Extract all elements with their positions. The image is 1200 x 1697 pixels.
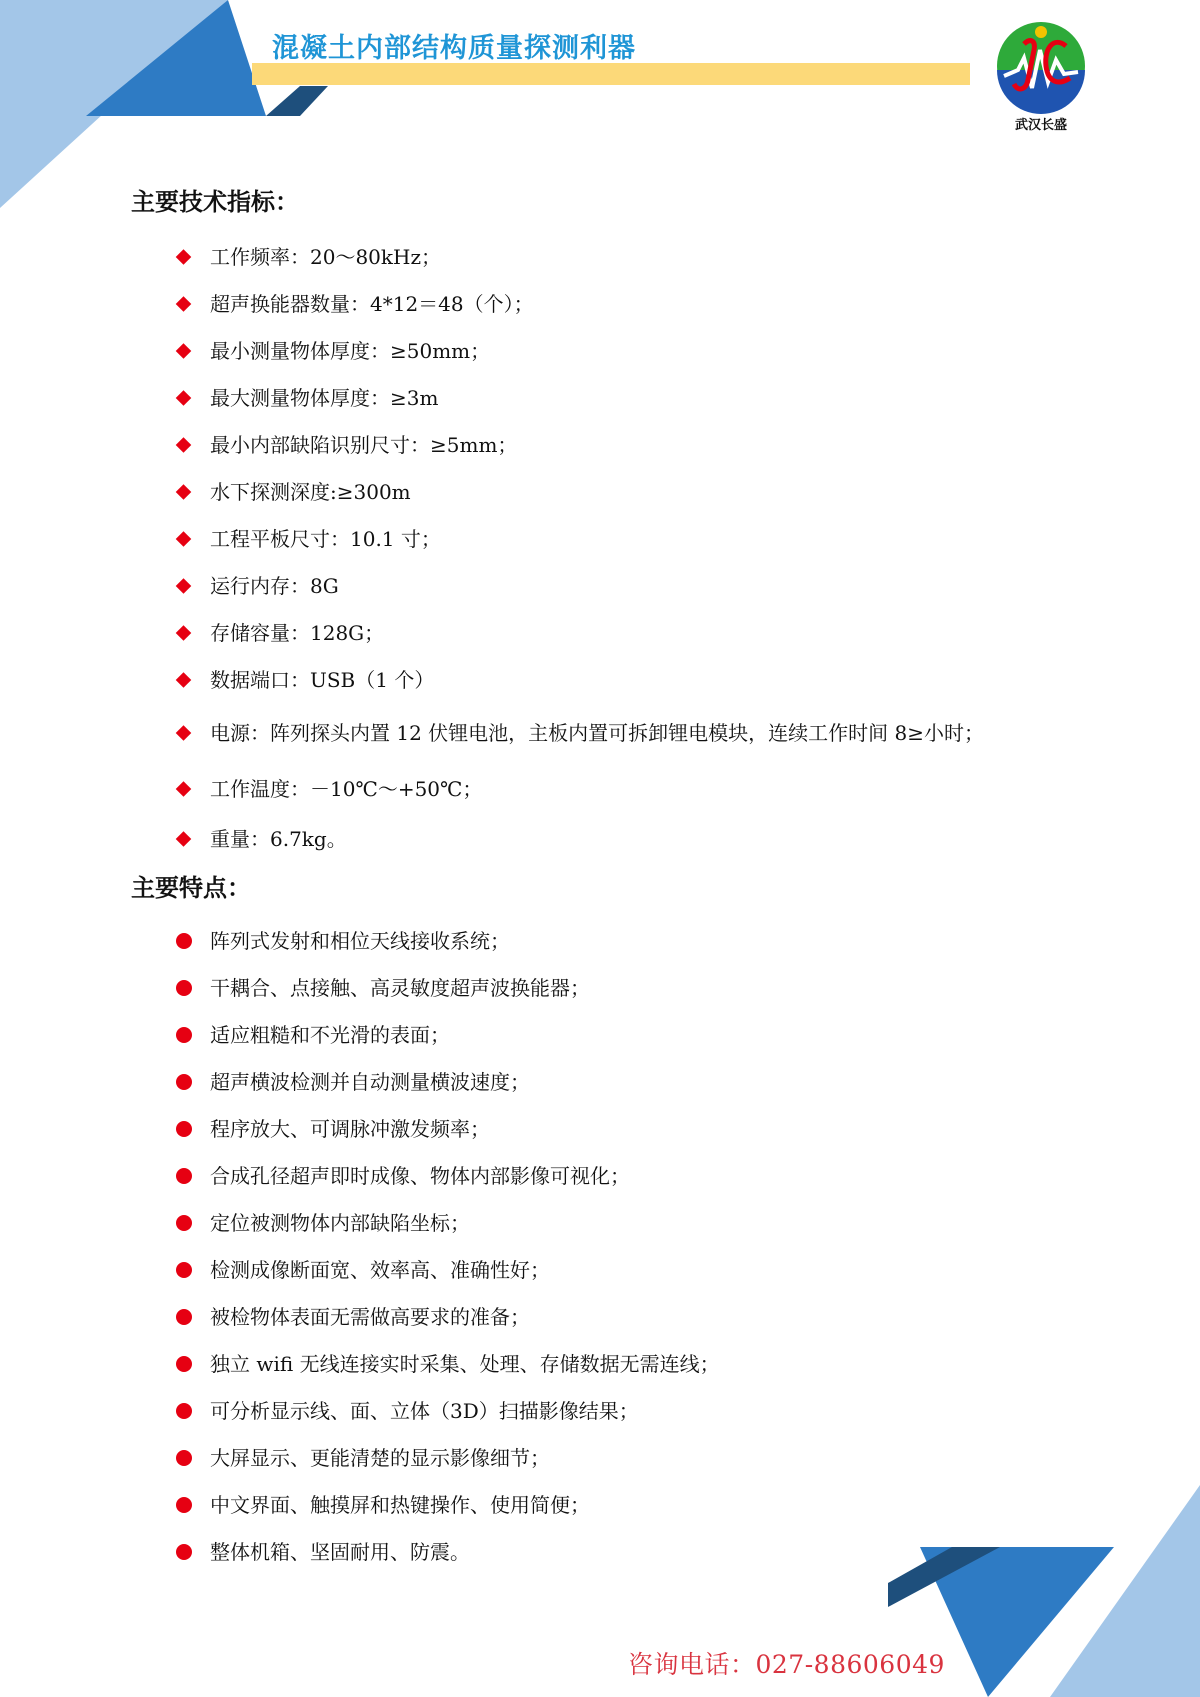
spec-item-memory: 运行内存：8G (176, 562, 984, 609)
specs-heading: 主要技术指标： (131, 188, 299, 216)
red-dot-icon (176, 1403, 192, 1419)
feature-item: 中文界面、触摸屏和热键操作、使用简便； (176, 1481, 720, 1528)
red-dot-icon (176, 1027, 192, 1043)
features-list (176, 917, 720, 1575)
features-heading: 主要特点： (131, 874, 251, 902)
feature-item: 大屏显示、更能清楚的显示影像细节； (176, 1434, 720, 1481)
footer-contact-phone: 咨询电话：027-88606049 (628, 1650, 945, 1679)
feature-item: 超声横波检测并自动测量横波速度； (176, 1058, 720, 1105)
specs-list (176, 233, 984, 862)
feature-item: 适应粗糙和不光滑的表面； (176, 1011, 720, 1058)
spec-item-data-port: 数据端口：USB（1 个） (176, 656, 984, 703)
red-dot-icon (176, 1215, 192, 1231)
red-dot-icon (176, 1497, 192, 1513)
feature-item: 独立 wifi 无线连接实时采集、处理、存储数据无需连线； (176, 1340, 720, 1387)
red-dot-icon (176, 1168, 192, 1184)
red-dot-icon (176, 933, 192, 949)
red-dot-icon (176, 980, 192, 996)
feature-item: 干耦合、点接触、高灵敏度超声波换能器； (176, 964, 720, 1011)
feature-item: 阵列式发射和相位天线接收系统； (176, 917, 720, 964)
feature-item: 程序放大、可调脉冲激发频率； (176, 1105, 720, 1152)
red-dot-icon (176, 1309, 192, 1325)
red-dot-icon (176, 1356, 192, 1372)
feature-item: 可分析显示线、面、立体（3D）扫描影像结果； (176, 1387, 720, 1434)
corner-dark-triangle (266, 86, 328, 116)
spec-item-tablet-size: 工程平板尺寸：10.1 寸； (176, 515, 984, 562)
red-dot-icon (176, 1262, 192, 1278)
feature-item: 被检物体表面无需做高要求的准备； (176, 1293, 720, 1340)
red-dot-icon (176, 1121, 192, 1137)
red-dot-icon (176, 1450, 192, 1466)
spec-item-power: 电源：阵列探头内置 12 伏锂电池，主板内置可拆卸锂电模块，连续工作时间 8≥小时； (176, 703, 984, 763)
spec-item-transducer-count: 超声换能器数量：4*12＝48（个）； (176, 280, 984, 327)
page-title: 混凝土内部结构质量探测利器 (272, 33, 636, 64)
feature-item: 整体机箱、坚固耐用、防震。 (176, 1528, 720, 1575)
spec-item-max-thickness: 最大测量物体厚度：≥3m (176, 374, 984, 421)
logo-caption: 武汉长盛 (1014, 118, 1067, 133)
spec-item-weight: 重量：6.7kg。 (176, 815, 984, 862)
spec-item-frequency: 工作频率：20～80kHz； (176, 233, 984, 280)
feature-item: 检测成像断面宽、效率高、准确性好； (176, 1246, 720, 1293)
red-dot-icon (176, 1544, 192, 1560)
spec-item-min-thickness: 最小测量物体厚度：≥50mm； (176, 327, 984, 374)
feature-item: 定位被测物体内部缺陷坐标； (176, 1199, 720, 1246)
red-dot-icon (176, 1074, 192, 1090)
spec-item-storage: 存储容量：128G； (176, 609, 984, 656)
header-yellow-bar (252, 63, 970, 85)
spec-item-temperature: 工作温度：－10℃～+50℃； (176, 763, 984, 815)
spec-item-min-defect-size: 最小内部缺陷识别尺寸：≥5mm； (176, 421, 984, 468)
feature-item: 合成孔径超声即时成像、物体内部影像可视化； (176, 1152, 720, 1199)
spec-item-underwater-depth: 水下探测深度:≥300m (176, 468, 984, 515)
